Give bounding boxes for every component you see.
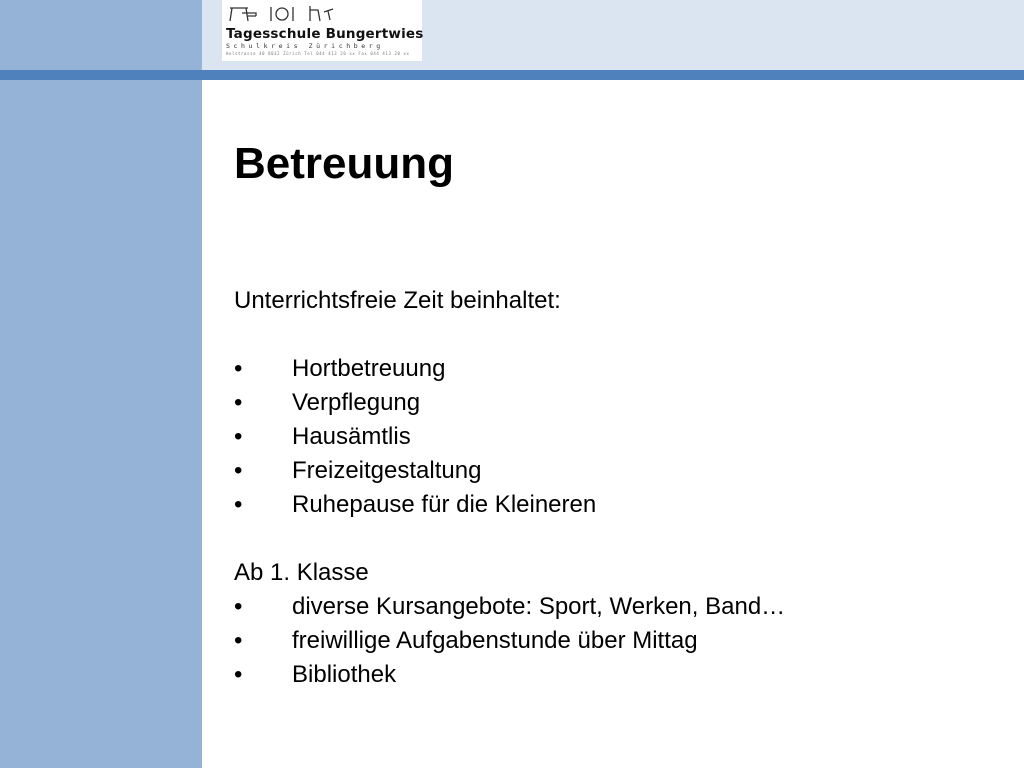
list-item [234,590,994,624]
left-color-band [0,0,202,768]
list-item [234,454,994,488]
list-item-text: Bibliothek [292,661,397,688]
logo-pictograms [226,2,418,22]
list-item [234,352,994,386]
logo-school-name: Tagesschule Bungertwies [226,26,424,42]
bullet-icon: • [234,491,243,518]
list-item [234,386,994,420]
list-item-text: diverse Kursangebote: Sport, Werken, Band… [292,593,786,620]
bullet-icon: • [234,355,243,382]
bullet-icon: • [234,389,243,416]
slide-title: Betreuung [234,139,454,188]
list-item-text: freiwillige Aufgabenstunde über Mittag [292,627,698,654]
school-logo [222,0,422,61]
list-item-text: Hausämtlis [292,423,411,450]
list-item [234,420,994,454]
play-icon [306,4,336,22]
list-item-text: Freizeitgestaltung [292,457,482,484]
list-item-text: Verpflegung [292,389,421,416]
bullet-icon: • [234,593,243,620]
bullet-icon: • [234,423,243,450]
logo-subtitle: Schulkreis Zürichberg [226,42,384,50]
spacer [234,522,994,556]
list-item-text: Ruhepause für die Kleineren [292,491,597,518]
header-rule [0,70,1024,80]
section-heading: Ab 1. Klasse [234,559,369,586]
logo-address: Holstrasse 40 8032 Zürich Tel 044 413 20 xx Fax 044 413 20 xx [226,51,410,56]
bullet-icon: • [234,457,243,484]
bullet-icon: • [234,627,243,654]
list-item-text: Hortbetreuung [292,355,446,382]
intro-text: Unterrichtsfreie Zeit beinhaltet: [234,287,561,314]
plate-cutlery-icon [268,4,296,22]
list-item [234,658,994,692]
desk-icon [228,4,258,22]
bullet-icon: • [234,661,243,688]
list-item [234,624,994,658]
spacer [234,318,994,352]
slide-content [234,284,994,692]
list-item [234,488,994,522]
